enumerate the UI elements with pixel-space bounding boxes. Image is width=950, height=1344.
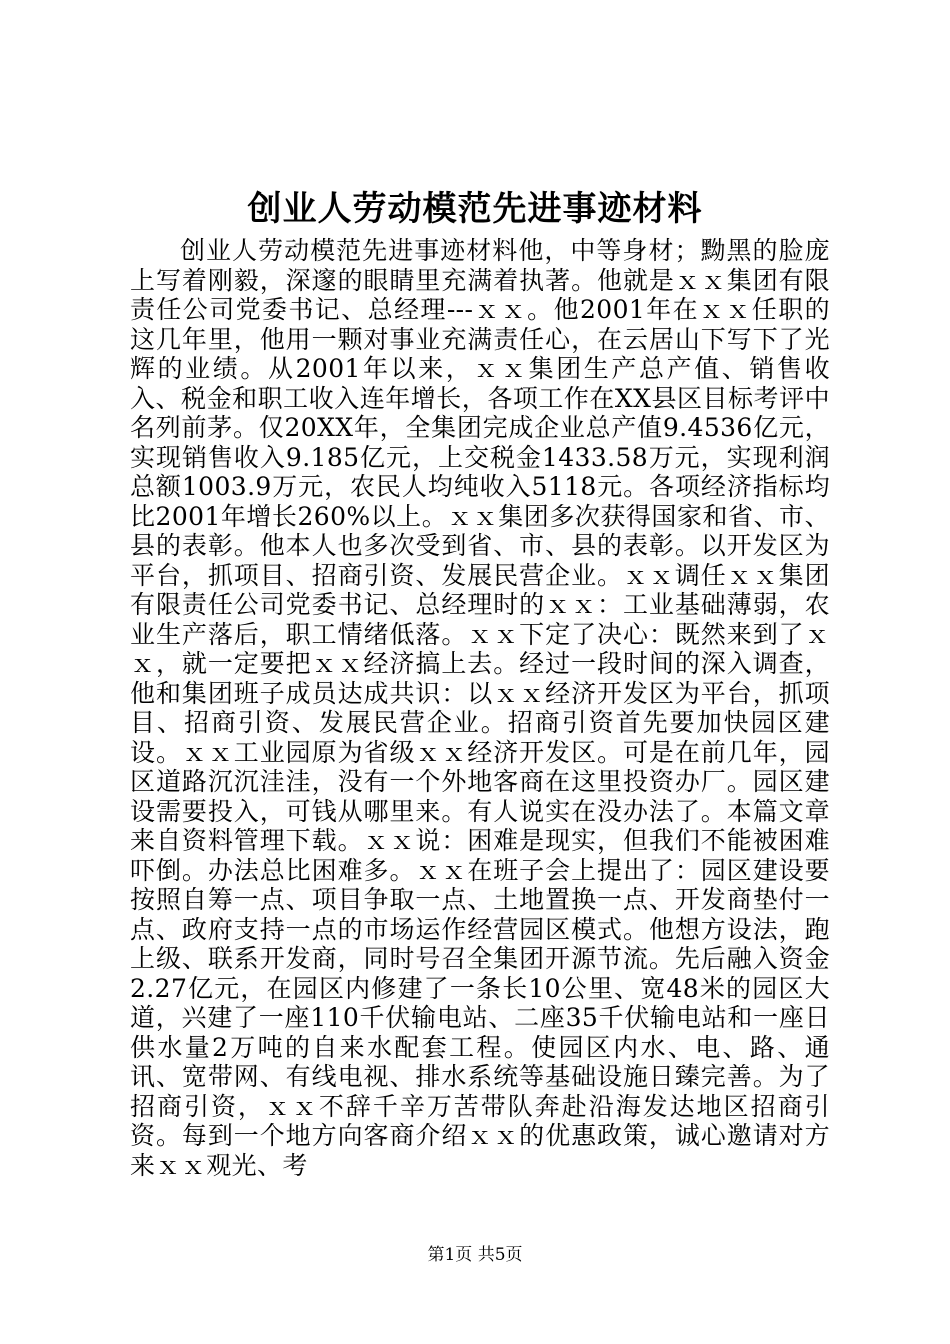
- page-number-footer: 第1页 共5页: [427, 1245, 523, 1265]
- document-body-paragraph: 创业人劳动模范先进事迹材料他，中等身材；黝黑的脸庞上写着刚毅，深邃的眼睛里充满着执著。他就是ｘｘ集团有限责任公司党委书记、总经理---ｘｘ。他2001年在ｘｘ任职的这几年里，他用一颗对事业充满责任心，在云居山下写下了光辉的业绩。从2001年以来，ｘｘ集团生产总产值、销售收入、税金和职工收入连年增长，各项工作在XX县区目标考评中名列前茅。仅20XX年，全集团完成企业总产值9.4536亿元，实现销售收入9.185亿元，上交税金1433.58万元，实现利润总额1003.9万元，农民人均纯收入5118元。各项经济指标均比2001年增长260%以上。ｘｘ集团多次获得国家和省、市、县的表彰。他本人也多次受到省、市、县的表彰。以开发区为平台，抓项目、招商引资、发展民营企业。ｘｘ调任ｘｘ集团有限责任公司党委书记、总经理时的ｘｘ：工业基础薄弱，农业生产落后，职工情绪低落。ｘｘ下定了决心：既然来到了ｘｘ，就一定要把ｘｘ经济搞上去。经过一段时间的深入调查，他和集团班子成员达成共识：以ｘｘ经济开发区为平台，抓项目、招商引资、发展民营企业。招商引资首先要加快园区建设。ｘｘ工业园原为省级ｘｘ经济开发区。可是在前几年，园区道路沉沉洼洼，没有一个外地客商在这里投资办厂。园区建设需要投入，可钱从哪里来。有人说实在没办法了。本篇文章来自资料管理下载。ｘｘ说：困难是现实，但我们不能被困难吓倒。办法总比困难多。ｘｘ在班子会上提出了：园区建设要按照自筹一点、项目争取一点、土地置换一点、开发商垫付一点、政府支持一点的市场运作经营园区模式。他想方设法，跑上级、联系开发商，同时号召全集团开源节流。先后融入资金2.27亿元，在园区内修建了一条长10公里、宽48米的园区大道，兴建了一座110千伏输电站、二座35千伏输电站和一座日供水量2万吨的自来水配套工程。使园区内水、电、路、通讯、宽带网、有线电视、排水系统等基础设施日臻完善。为了招商引资，ｘｘ不辞千辛万苦带队奔赴沿海发达地区招商引资。每到一个地方向客商介绍ｘｘ的优惠政策，诚心邀请对方来ｘｘ观光、考: [130, 236, 830, 1180]
- document-title: 创业人劳动模范先进事迹材料: [247, 189, 703, 229]
